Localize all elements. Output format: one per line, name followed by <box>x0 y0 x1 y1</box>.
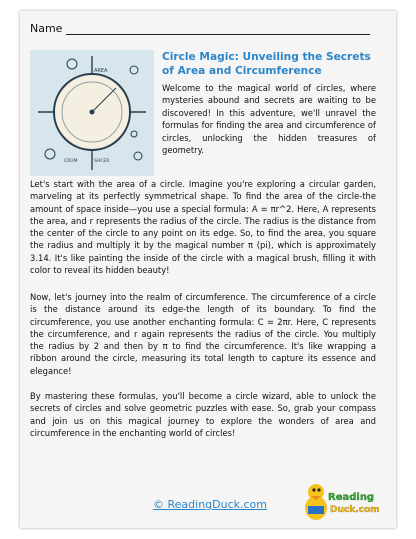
duck-book-icon <box>308 506 324 514</box>
label-crum: CRUM <box>64 159 78 164</box>
area-paragraph: Let's start with the area of a circle. Imagine you're exploring a circular garden, marveling at its perfectly symmetrical shape. To find the area of the circle-the amount of space inside—you use a special formula: A = πr^2. Here, A represents the area, and r represents the radius of the circle. The radius is the distance from the center of the circle to any point on its edge. So, to find the area, you square the radius and multiply it by the magical number π (pi), which is approximately 3.14. It's like painting the inside of the circle with a magical brush, filling it with color to reveal its hidden beauty! <box>30 179 376 276</box>
duck-eye-icon <box>317 488 320 491</box>
intro-paragraph: Welcome to the magical world of circles, where mysteries abound and secrets are waiting to be discovered! In this adventure, we'll unravel the formulas for finding the area and circumference of circles, unlocking the hidden treasures of geometry. <box>162 83 376 156</box>
name-line[interactable] <box>66 22 370 35</box>
worksheet-title: Circle Magic: Unveiling the Secrets of Area and Circumference <box>162 51 371 77</box>
readingduck-logo <box>302 478 380 524</box>
circle-diagram-illustration <box>30 50 154 176</box>
logo-text-line1: Reading <box>328 492 375 503</box>
name-label: Name <box>30 22 63 35</box>
label-area: AREA <box>94 68 108 74</box>
duck-eye-icon <box>312 488 315 491</box>
circumference-paragraph: Now, let's journey into the realm of circumference. The circumference of a circle is the distance around its edge-the length of its boundary. To find the circumference, you use another enchanting formula: C = 2πr. Here, C represents the circumference, and r again represents the radius of the circle. You multiply the radius by 2 and then by π to find the circumference. It's like wrapping a ribbon around the circle, measuring its total length to capture its essence and elegance! <box>30 292 376 376</box>
readingduck-link[interactable]: © ReadingDuck.com <box>153 498 267 511</box>
logo-text-line2: Duck.com <box>330 505 380 515</box>
name-field <box>30 17 370 35</box>
conclusion-paragraph: By mastering these formulas, you'll become a circle wizard, able to unlock the secrets of circles and solve geometric puzzles with ease. So, grab your compass and join us on this magical journey to explore the wonders of area and circumference in the enchanting world of circles! <box>30 391 376 438</box>
label-shcer: SHCER <box>94 159 110 164</box>
center-point <box>90 110 95 115</box>
